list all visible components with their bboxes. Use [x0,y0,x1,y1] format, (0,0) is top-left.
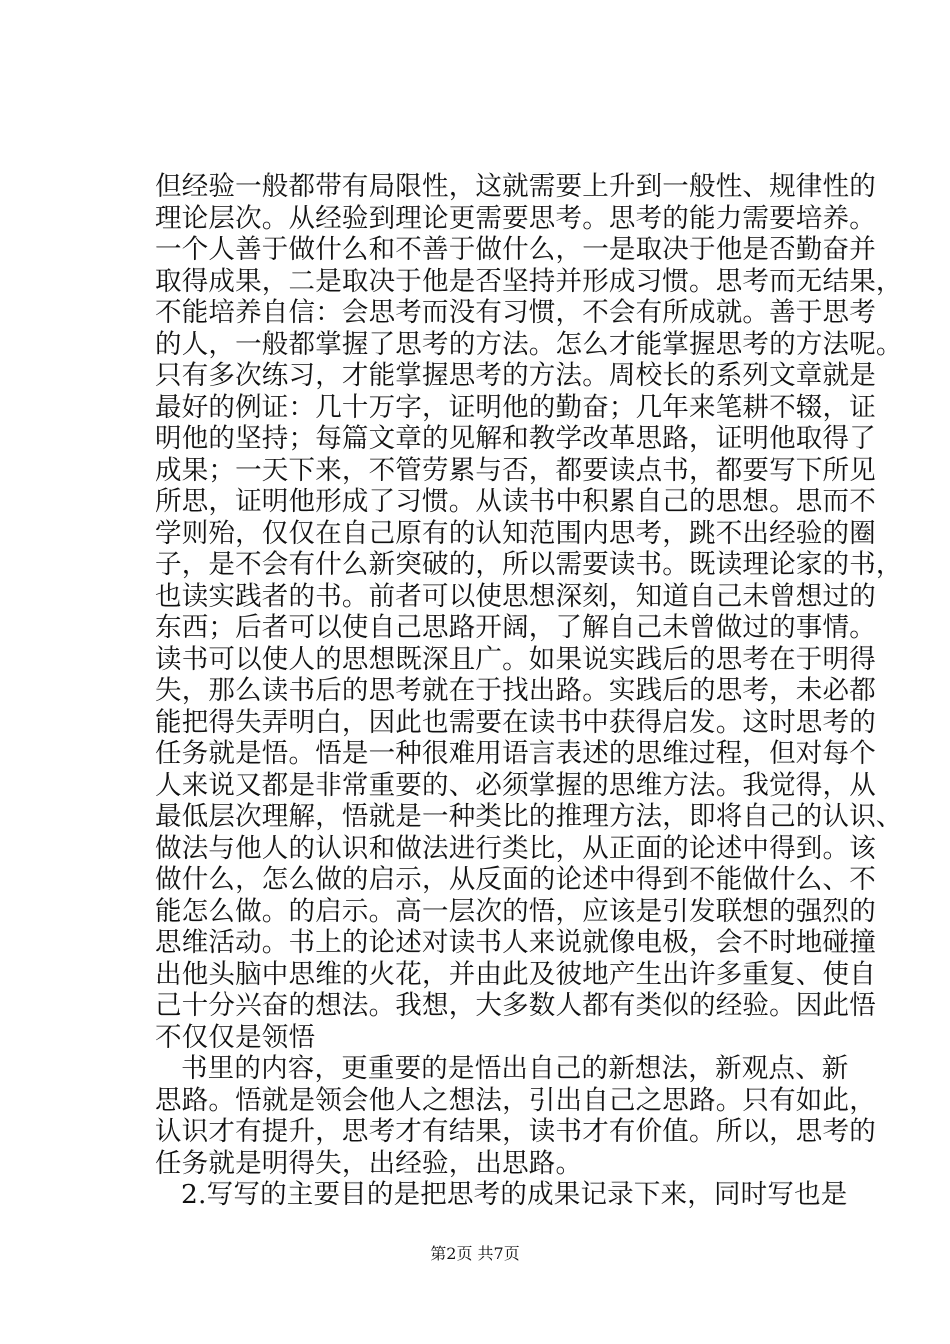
text-line: 2.写写的主要目的是把思考的成果记录下来，同时写也是 [181,1179,848,1210]
text-line: 己十分兴奋的想法。我想，大多数人都有类似的经验。因此悟 [155,990,876,1021]
text-line: 出他头脑中思维的火花，并由此及彼地产生出许多重复、使自 [155,958,876,990]
text-line: 能把得失弄明白，因此也需要在读书中获得启发。这时思考的 [155,706,876,738]
text-line: 任务就是悟。悟是一种很难用语言表述的思维过程，但对每个 [155,738,876,769]
text-line: 做法与他人的认识和做法进行类比，从正面的论述中得到。该 [155,832,876,864]
text-line: 认识才有提升，思考才有结果，读书才有价值。所以，思考的 [155,1116,876,1147]
body-text [155,171,903,1211]
text-line: 的人，一般都掌握了思考的方法。怎么才能掌握思考的方法呢。 [155,328,903,360]
text-line: 最好的例证：几十万字，证明他的勤奋；几年来笔耕不辍，证 [155,391,876,423]
text-line: 所思，证明他形成了习惯。从读书中积累自己的思想。思而不 [155,486,876,517]
text-line: 思路。悟就是领会他人之想法，引出自己之思路。只有如此， [155,1084,876,1116]
text-line: 最低层次理解，悟就是一种类比的推理方法，即将自己的认识、 [155,801,903,832]
text-line: 不仅仅是领悟 [155,1021,316,1053]
text-line: 理论层次。从经验到理论更需要思考。思考的能力需要培养。 [155,202,876,234]
text-line: 人来说又都是非常重要的、必须掌握的思维方法。我觉得，从 [155,769,876,801]
text-line: 书里的内容，更重要的是悟出自己的新想法，新观点、新 [181,1053,849,1084]
text-line: 不能培养自信：会思考而没有习惯，不会有所成就。善于思考 [155,297,876,328]
text-line: 能怎么做。的启示。高一层次的悟，应该是引发联想的强烈的 [155,895,876,927]
text-line: 只有多次练习，才能掌握思考的方法。周校长的系列文章就是 [155,360,876,391]
text-line: 失，那么读书后的思考就在于找出路。实践后的思考，未必都 [155,675,876,706]
text-line: 子，是不会有什么新突破的，所以需要读书。既读理论家的书， [155,549,903,580]
text-line: 取得成果，二是取决于他是否坚持并形成习惯。思考而无结果， [155,265,903,297]
page-number-footer: 第2页 共7页 [430,1244,520,1263]
text-line: 一个人善于做什么和不善于做什么，一是取决于他是否勤奋并 [155,234,876,265]
text-line: 做什么，怎么做的启示，从反面的论述中得到不能做什么、不 [155,864,876,895]
text-line: 也读实践者的书。前者可以使思想深刻，知道自己未曾想过的 [155,580,876,612]
text-line: 读书可以使人的思想既深且广。如果说实践后的思考在于明得 [155,643,876,675]
text-line: 东西；后者可以使自己思路开阔，了解自己未曾做过的事情。 [155,612,876,643]
text-line: 但经验一般都带有局限性，这就需要上升到一般性、规律性的 [155,171,876,202]
text-line: 思维活动。书上的论述对读书人来说就像电极，会不时地碰撞 [155,927,876,958]
text-line: 学则殆，仅仅在自己原有的认知范围内思考，跳不出经验的圈 [155,517,876,549]
text-line: 任务就是明得失，出经验，出思路。 [155,1147,583,1179]
text-line: 明他的坚持；每篇文章的见解和教学改革思路，证明他取得了 [155,423,876,454]
text-line: 成果；一天下来，不管劳累与否，都要读点书，都要写下所见 [155,454,876,486]
